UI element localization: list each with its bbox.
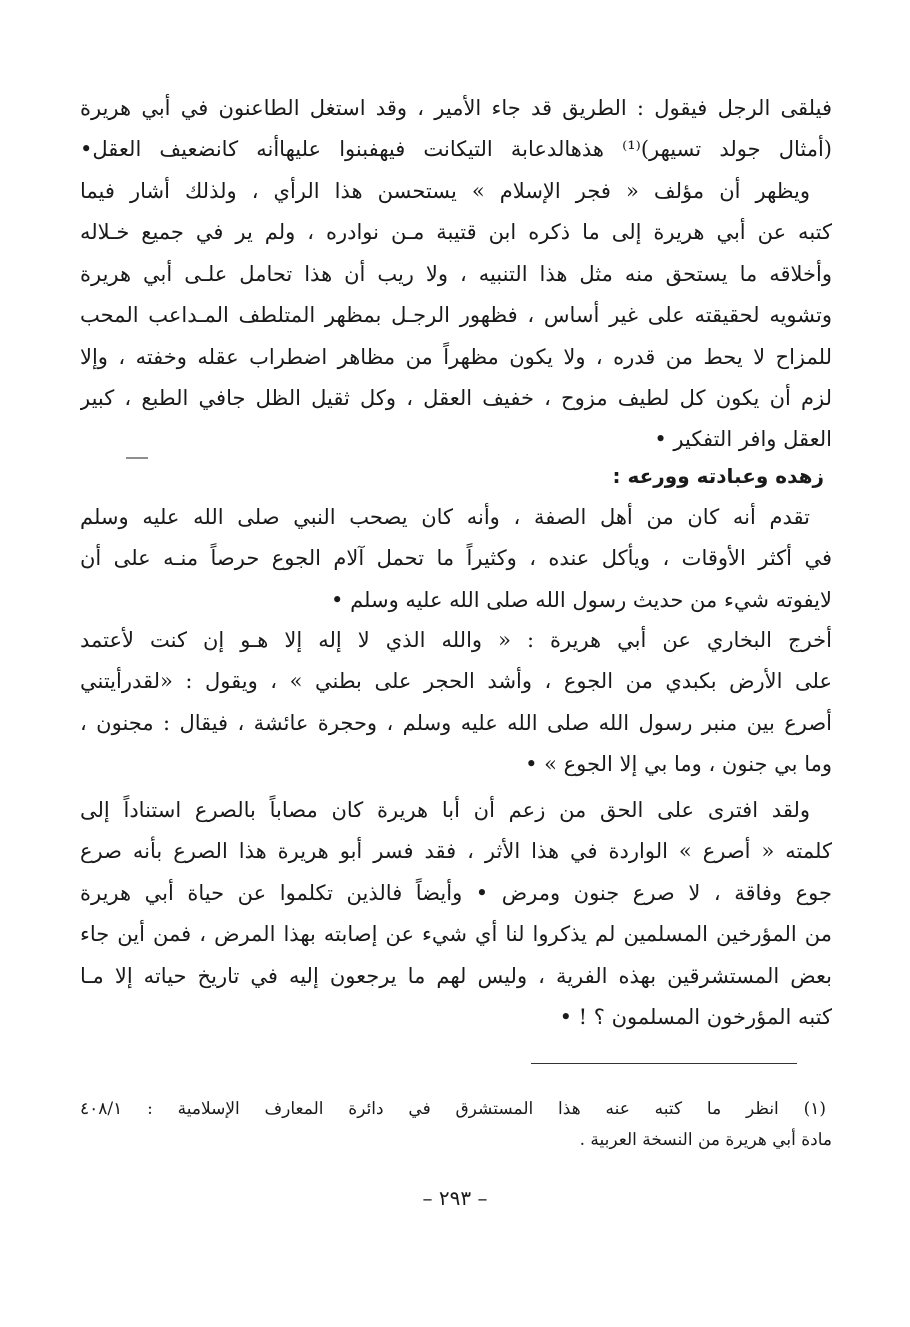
paragraph-text xyxy=(80,171,832,461)
text-line: (أمثال جولد تسيهر)⁽¹⁾ هذهالدعابة التيكانت فيهفبنوا عليهاأنه كانضعيف العقل• xyxy=(80,137,832,162)
text-line: كتبه عن أبي هريرة إلى ما ذكره ابن قتيبة مـن نوادره ، ولم ير في جميع خـلاله xyxy=(80,220,832,245)
text-line: كلمته « أصرع » الواردة في هذا الأثر ، فقد فسر أبو هريرة هذا الصرع بأنه صرع xyxy=(80,839,832,864)
footnote-separator xyxy=(531,1063,797,1064)
section-heading-block xyxy=(80,456,832,497)
text-line: بعض المستشرقين بهذه الفرية ، وليس لهم ما يرجعون إليه في تاريخ حياته إلا مـا xyxy=(80,963,832,988)
footnote-line: (١) انظر ما كتبه عنه هذا المستشرق في دائرة المعارف الإسلامية : ٤٠٨/١ xyxy=(80,1099,826,1119)
text-line: جوع وفاقة ، لا صرع جنون ومرض • وأيضاً فالذين تكلموا عن حياة أبي هريرة xyxy=(80,880,832,905)
text-line: فيلقى الرجل فيقول : الطريق قد جاء الأمير ، وقد استغل الطاعنون في أبي هريرة xyxy=(80,96,832,120)
text-line: لايفوته شيء من حديث رسول الله صلى الله عليه وسلم • xyxy=(331,587,832,612)
text-line: ويظهر أن مؤلف « فجر الإسلام » يستحسن هذا الرأي ، ولذلك أشار فيما xyxy=(80,179,810,203)
text-line: وأخلاقه ما يستحق منه مثل هذا التنبيه ، ولا ريب أن هذا تحامل علـى أبي هريرة xyxy=(80,261,832,286)
paragraph-text xyxy=(80,88,832,171)
paragraph-4 xyxy=(80,620,832,786)
paragraph-5 xyxy=(80,790,832,1038)
text-line: لزم أن يكون كل لطيف مزوح ، خفيف العقل ، وكل ثقيل الظل جافي الطبع ، كبير xyxy=(80,386,832,411)
text-line: العقل وافر التفكير • xyxy=(654,427,832,452)
paragraph-1 xyxy=(80,88,832,171)
text-line: من المؤرخين المسلمين لم يذكروا لنا أي شيء عن إصابته بهذا المرض ، فمن أين جاء xyxy=(80,922,832,947)
text-line: وما بي جنون ، وما بي إلا الجوع » • xyxy=(525,752,832,777)
paragraph-text xyxy=(80,790,832,1038)
page-number: – ٢٩٣ – xyxy=(422,1186,488,1210)
paragraph-text xyxy=(80,497,832,621)
text-line: في أكثر الأوقات ، ويأكل عنده ، وكثيراً ما تحمل آلام الجوع حرصاً منـه على أن xyxy=(80,546,832,571)
text-line: أخرج البخاري عن أبي هريرة : « والله الذي لا إله إلا هـو إن كنت لأعتمد xyxy=(80,628,832,652)
text-line: ولقد افترى على الحق من زعم أن أبا هريرة كان مصاباً بالصرع استناداً إلى xyxy=(80,798,810,822)
text-line: تقدم أنه كان من أهل الصفة ، وأنه كان يصحب النبي صلى الله عليه وسلم xyxy=(80,505,810,529)
paragraph-2 xyxy=(80,171,832,461)
text-line: أصرع بين منبر رسول الله صلى الله عليه وسلم ، وحجرة عائشة ، فيقال : مجنون ، xyxy=(80,710,832,735)
text-line: على الأرض بكبدي من الجوع ، وأشد الحجر على بطني » ، ويقول : «لقدرأيتني xyxy=(80,669,832,694)
footnote xyxy=(80,1094,832,1156)
text-line: كتبه المؤرخون المسلمون ؟ ! • xyxy=(559,1005,832,1030)
footnote-line: مادة أبي هريرة من النسخة العربية . xyxy=(579,1130,832,1150)
text-line: وتشويه لحقيقته على غير أساس ، فظهور الرجـل بمظهر المتلطف المـداعب المحب xyxy=(80,303,832,328)
paragraph-text xyxy=(80,620,832,786)
section-heading: زهده وعبادته وورعه : xyxy=(612,464,824,488)
paragraph-3 xyxy=(80,497,832,621)
text-line: للمزاح لا يحط من قدره ، ولا يكون مظهراً من مظاهر اضطراب عقله وخفته ، وإلا xyxy=(80,344,832,369)
